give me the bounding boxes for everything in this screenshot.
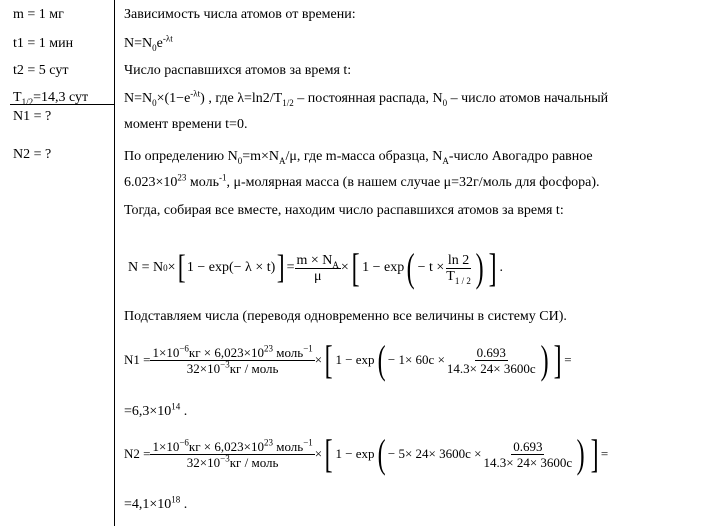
definition-line: По определению $N_0=m\times N_A/\mu$, где m-масса образца, $N_A$-число Авогадро равное: [124, 149, 593, 166]
vertical-divider: [114, 0, 115, 526]
n1-formula: N1 = $\frac{1\times 10^{-6}кг \times 6,023\times 10^{23} моль^{-1}}{32\times 10^{-3}кг / моль}$ × [ 1 − exp ( − 1× 60с × $\frac{0.693}{14.3\times 24\times 3600с}$ ) ] =: [124, 337, 572, 382]
unknown-n1: N1 = ?: [13, 109, 52, 124]
solution-line-8: Тогда, собирая все вместе, находим число распавшихся атомов за время t:: [124, 203, 564, 218]
decayed-formula: $N=N_0\times(1-e^{-\lambda t})$ , где $\lambda=\ln 2/T_{1/2}$ – постоянная распада, $N_0$ – число атомов начальный: [124, 88, 609, 108]
substitute-line: Подставляем числа (переводя одновременно все величины в систему СИ).: [124, 309, 567, 324]
solution-line-5: момент времени t=0.: [124, 117, 248, 132]
n1-result: $=6,3\times 10^{14}$ .: [124, 401, 188, 419]
avogadro-line: $6.023\times 10^{23}$ моль$^{-1}$, μ-молярная масса (в нашем случае μ=32г/моль для фосфора).: [124, 172, 600, 190]
given-mass: m = 1 мг: [13, 7, 64, 22]
given-t2: t2 = 5 сут: [13, 63, 69, 78]
solution-line-1: Зависимость числа атомов от времени:: [124, 7, 356, 22]
n2-formula: N2 = $\frac{1\times 10^{-6}кг \times 6,023\times 10^{23} моль^{-1}}{32\times 10^{-3}кг / моль}$ × [ 1 − exp ( − 5× 24× 3600с × $\frac{0.693}{14.3\times 24\times 3600с}$ ) ] =: [124, 431, 609, 476]
n2-result: $=4,1\times 10^{18}$ .: [124, 494, 188, 512]
solution-line-3: Число распавшихся атомов за время t:: [124, 63, 352, 78]
given-half-life: $T_{1/2}=14,3$ сут: [13, 90, 89, 107]
unknown-n2: N2 = ?: [13, 147, 52, 162]
decay-law: $N=N_0e^{-\lambda t}$: [124, 33, 173, 53]
given-t1: t1 = 1 мин: [13, 36, 74, 51]
general-formula: N = N 0 × [ 1 − exp(− λ × t) ] = $\frac{m \times N_A}{\mu}$ × [ 1 − exp ( − t × $\frac{\ln 2}{T_{1 / 2}}$ ) ] .: [128, 245, 503, 290]
